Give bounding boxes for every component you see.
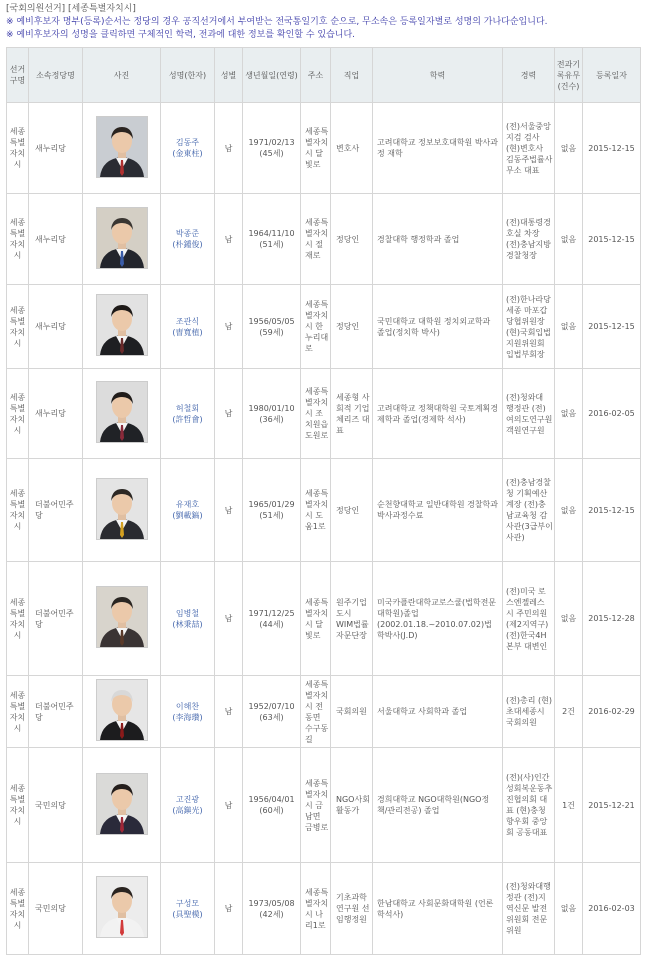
photo-cell [83, 459, 161, 562]
table-header-row [7, 48, 641, 103]
col-education: 학력 [373, 48, 503, 103]
table-row [7, 459, 641, 562]
district-cell: 세종특별자치시 [7, 459, 29, 562]
age: (45세) [259, 149, 284, 158]
name-cell [161, 194, 215, 285]
job-cell: 정당인 [331, 194, 373, 285]
district-cell: 세종특별자치시 [7, 285, 29, 369]
table-row [7, 562, 641, 676]
job-cell: 변호사 [331, 103, 373, 194]
candidate-photo [96, 478, 148, 540]
candidate-hanja-link[interactable]: (具聖模) [172, 909, 203, 919]
photo-cell [83, 369, 161, 459]
address-cell: 세종특별자치시 나리1로 [301, 863, 331, 955]
party-cell: 새누리당 [29, 369, 83, 459]
birth-date: 1952/07/10 [248, 701, 295, 711]
career-cell: (전)대통령경호실 차장 (전)충남지방경찰청장 [503, 194, 555, 285]
address-cell: 세종특별자치시 절재로 [301, 194, 331, 285]
registration-date-cell: 2015-12-21 [583, 748, 641, 863]
col-career: 경력 [503, 48, 555, 103]
candidate-name-link[interactable]: 유재호 [175, 500, 200, 509]
job-cell: 세종형 사회적 기업 체리즈 대표 [331, 369, 373, 459]
candidate-hanja-link[interactable]: (曺寬植) [172, 327, 203, 337]
age: (59세) [259, 327, 284, 337]
criminal-record-cell: 2건 [555, 676, 583, 748]
criminal-record-cell: 없음 [555, 194, 583, 285]
party-cell: 새누리당 [29, 194, 83, 285]
table-row [7, 369, 641, 459]
address-cell: 세종특별자치시 도움1로 [301, 459, 331, 562]
table-row [7, 676, 641, 748]
criminal-record-cell: 없음 [555, 562, 583, 676]
address-cell: 세종특별자치시 조치원읍 도원로 [301, 369, 331, 459]
birth-date: 1980/01/10 [248, 403, 295, 413]
col-criminal-record: 전과기록유무(건수) [555, 48, 583, 103]
table-row [7, 748, 641, 863]
photo-cell [83, 194, 161, 285]
gender-cell: 남 [215, 194, 243, 285]
registration-date-cell: 2015-12-15 [583, 285, 641, 369]
education-cell: 경찰대학 행정학과 졸업 [373, 194, 503, 285]
district-cell: 세종특별자치시 [7, 194, 29, 285]
candidate-photo [96, 116, 148, 178]
education-cell: 국민대학교 대학원 정치외교학과 졸업(정치학 박사) [373, 285, 503, 369]
col-district: 선거구명 [7, 48, 29, 103]
name-cell [161, 285, 215, 369]
photo-cell [83, 748, 161, 863]
criminal-record-cell: 1건 [555, 748, 583, 863]
gender-cell: 남 [215, 369, 243, 459]
party-cell: 더불어민주당 [29, 562, 83, 676]
candidate-hanja-link[interactable]: (朴鍾俊) [172, 240, 203, 249]
col-name: 성명(한자) [161, 48, 215, 103]
col-job: 직업 [331, 48, 373, 103]
candidate-photo [96, 773, 148, 835]
education-cell: 경희대학교 NGO대학원(NGO정책/관리전공) 졸업 [373, 748, 503, 863]
age: (36세) [259, 414, 284, 424]
age: (60세) [259, 806, 284, 815]
candidate-hanja-link[interactable]: (李海瓚) [172, 712, 203, 722]
candidate-name-link[interactable]: 조관식 [175, 316, 200, 326]
candidate-photo [96, 679, 148, 741]
registration-date-cell: 2016-02-03 [583, 863, 641, 955]
name-cell [161, 676, 215, 748]
birth-date: 1956/04/01 [248, 795, 295, 804]
education-cell: 서울대학교 사회학과 졸업 [373, 676, 503, 748]
address-cell: 세종특별자치시 달빛로 [301, 562, 331, 676]
address-cell: 세종특별자치시 달빛로 [301, 103, 331, 194]
candidate-hanja-link[interactable]: (金東柱) [172, 149, 203, 158]
col-address: 주소 [301, 48, 331, 103]
birth-cell [243, 194, 301, 285]
birth-date: 1965/01/29 [248, 500, 295, 509]
party-cell: 더불어민주당 [29, 676, 83, 748]
candidate-hanja-link[interactable]: (林秉喆) [172, 619, 203, 629]
candidate-name-link[interactable]: 김동주 [175, 138, 200, 147]
career-cell: (전)청와대행정관 (전)지역신문 발전위원회 전문위원 [503, 863, 555, 955]
age: (42세) [259, 909, 284, 919]
gender-cell: 남 [215, 748, 243, 863]
job-cell: 정당인 [331, 285, 373, 369]
candidate-name-link[interactable]: 허철회 [175, 403, 200, 413]
click-name-note: ※ 예비후보자의 성명을 클릭하면 구체적인 학력, 전과에 대한 정보를 확인할 수 있습니다. [6, 30, 356, 40]
gender-cell: 남 [215, 863, 243, 955]
job-cell: 원주기업도시 WIM법률 자문단장 [331, 562, 373, 676]
gender-cell: 남 [215, 562, 243, 676]
name-cell [161, 748, 215, 863]
education-cell: 고려대학교 정보보호대학원 박사과정 재학 [373, 103, 503, 194]
candidate-name-link[interactable]: 임병철 [175, 608, 200, 618]
job-cell: 정당인 [331, 459, 373, 562]
gender-cell: 남 [215, 459, 243, 562]
photo-cell [83, 676, 161, 748]
party-cell: 새누리당 [29, 285, 83, 369]
candidate-photo [96, 586, 148, 648]
birth-cell [243, 285, 301, 369]
district-cell: 세종특별자치시 [7, 562, 29, 676]
address-cell: 세종특별자치시 금남면 금병로 [301, 748, 331, 863]
name-cell [161, 103, 215, 194]
candidate-photo [96, 207, 148, 269]
table-row [7, 863, 641, 955]
criminal-record-cell: 없음 [555, 863, 583, 955]
table-row [7, 285, 641, 369]
candidate-name-link[interactable]: 구성모 [175, 898, 200, 908]
district-cell: 세종특별자치시 [7, 676, 29, 748]
candidate-photo [96, 294, 148, 356]
career-cell: (전)충남경찰청 기획예산계장 (전)충남교육청 감사관(3급부이사관) [503, 459, 555, 562]
col-registration-date: 등록일자 [583, 48, 641, 103]
name-cell [161, 863, 215, 955]
district-cell: 세종특별자치시 [7, 369, 29, 459]
registration-date-cell: 2015-12-15 [583, 459, 641, 562]
career-cell: (전)(사)인간성회복운동추진협의회 대표 (현)충청향우회 중앙회 공동대표 [503, 748, 555, 863]
party-cell: 새누리당 [29, 103, 83, 194]
col-gender: 성별 [215, 48, 243, 103]
candidate-name-link[interactable]: 이해찬 [175, 701, 200, 711]
job-cell: 기초과학연구원 선임행정원 [331, 863, 373, 955]
education-cell: 미국카플란대학교로스쿨(법학전문대학원)졸업 (2002.01.18.~2010.07.02)법학박사(J.D) [373, 562, 503, 676]
table-row [7, 194, 641, 285]
photo-cell [83, 285, 161, 369]
birth-date: 1964/11/10 [248, 229, 295, 238]
criminal-record-cell: 없음 [555, 285, 583, 369]
breadcrumb: [국회의원선거] [세종특별자치시] [6, 4, 136, 14]
education-cell: 고려대학교 정책대학원 국토계획경제학과 졸업(경제학 석사) [373, 369, 503, 459]
registration-date-cell: 2016-02-05 [583, 369, 641, 459]
party-cell: 국민의당 [29, 863, 83, 955]
age: (51세) [259, 511, 284, 520]
candidate-hanja-link[interactable]: (劉載鎬) [172, 511, 203, 520]
career-cell: (전)청와대 행정관 (전)여의도연구원 객원연구원 [503, 369, 555, 459]
address-cell: 세종특별자치시 전동면 수구동길 [301, 676, 331, 748]
education-cell: 한남대학교 사회문화대학원 (언론학석사) [373, 863, 503, 955]
candidate-table [6, 47, 641, 955]
age: (44세) [259, 619, 284, 629]
criminal-record-cell: 없음 [555, 369, 583, 459]
party-cell: 국민의당 [29, 748, 83, 863]
name-cell [161, 459, 215, 562]
candidate-photo [96, 381, 148, 443]
candidate-hanja-link[interactable]: (許哲會) [172, 414, 203, 424]
birth-cell [243, 103, 301, 194]
birth-cell [243, 459, 301, 562]
candidate-name-link[interactable]: 고진광 [175, 795, 200, 804]
gender-cell: 남 [215, 676, 243, 748]
candidate-name-link[interactable]: 박종준 [175, 229, 200, 238]
photo-cell [83, 863, 161, 955]
district-cell: 세종특별자치시 [7, 863, 29, 955]
col-birth: 생년월일(연령) [243, 48, 301, 103]
age: (51세) [259, 240, 284, 249]
district-cell: 세종특별자치시 [7, 103, 29, 194]
birth-cell [243, 676, 301, 748]
address-cell: 세종특별자치시 한누리대로 [301, 285, 331, 369]
photo-cell [83, 103, 161, 194]
name-cell [161, 369, 215, 459]
table-row [7, 103, 641, 194]
career-cell: (전)서울중앙지검 검사 (현)변호사 김동주법률사무소 대표 [503, 103, 555, 194]
birth-date: 1973/05/08 [248, 898, 295, 908]
registration-order-note: ※ 예비후보자 명부(등록)순서는 정당의 경우 공직선거에서 부여받는 전국통일기호 순으로, 무소속은 등록일자별로 성명의 가나다순입니다. [6, 17, 548, 27]
criminal-record-cell: 없음 [555, 103, 583, 194]
name-cell [161, 562, 215, 676]
birth-cell [243, 863, 301, 955]
career-cell: (전)총리 (현)초대세종시 국회의원 [503, 676, 555, 748]
gender-cell: 남 [215, 103, 243, 194]
candidate-photo [96, 876, 148, 938]
col-party: 소속정당명 [29, 48, 83, 103]
registration-date-cell: 2015-12-15 [583, 194, 641, 285]
job-cell: 국회의원 [331, 676, 373, 748]
gender-cell: 남 [215, 285, 243, 369]
age: (63세) [259, 712, 284, 722]
birth-date: 1956/05/05 [248, 316, 295, 326]
candidate-hanja-link[interactable]: (高鎭光) [172, 806, 203, 815]
registration-date-cell: 2015-12-15 [583, 103, 641, 194]
birth-cell [243, 562, 301, 676]
birth-cell [243, 748, 301, 863]
registration-date-cell: 2015-12-28 [583, 562, 641, 676]
career-cell: (전)미국 로스엔젤레스 시 주민의원 (제2지역구) (전)한국4H본부 대변인 [503, 562, 555, 676]
party-cell: 더불어민주당 [29, 459, 83, 562]
career-cell: (전)한나라당 세종 마포갑 당협위원장 (현)국회입법지원위원회 입법부회장 [503, 285, 555, 369]
criminal-record-cell: 없음 [555, 459, 583, 562]
photo-cell [83, 562, 161, 676]
col-photo: 사진 [83, 48, 161, 103]
registration-date-cell: 2016-02-29 [583, 676, 641, 748]
district-cell: 세종특별자치시 [7, 748, 29, 863]
education-cell: 순천향대학교 일반대학원 경찰학과 박사과정수료 [373, 459, 503, 562]
job-cell: NGO사회활동가 [331, 748, 373, 863]
birth-date: 1971/12/25 [248, 608, 295, 618]
birth-cell [243, 369, 301, 459]
birth-date: 1971/02/13 [248, 138, 295, 147]
